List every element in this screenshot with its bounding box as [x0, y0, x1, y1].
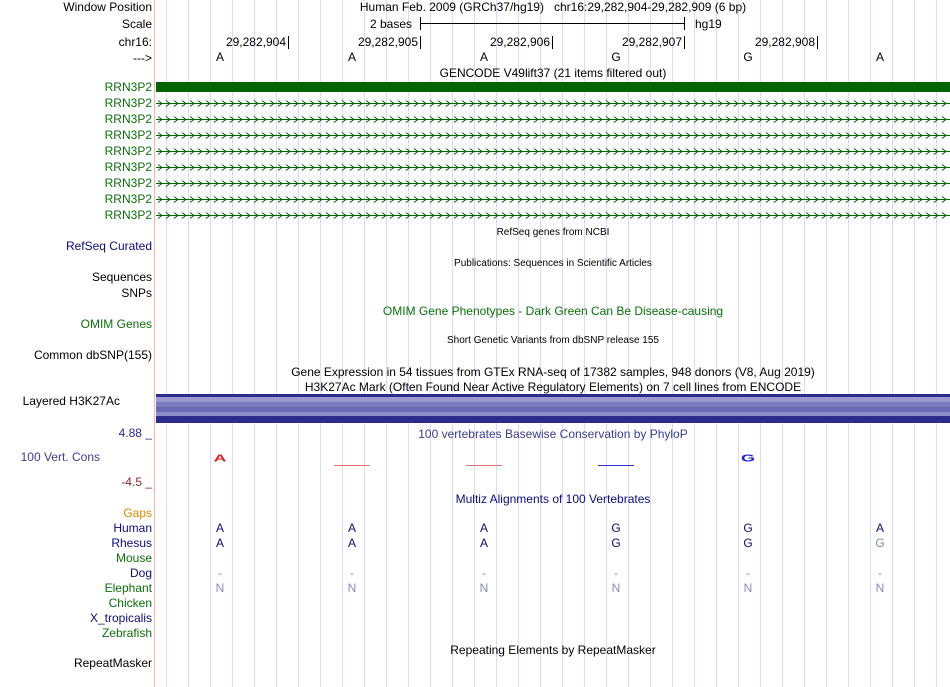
gencode-item-label[interactable]: RRN3P2: [104, 128, 152, 142]
transcript-arrow-row[interactable]: [156, 131, 950, 140]
gencode-item-label[interactable]: RRN3P2: [104, 80, 152, 94]
position-tick-label: 29,282,908: [754, 35, 815, 49]
position-tick: [288, 36, 289, 49]
base-letter: A: [479, 50, 488, 64]
alignment-base: -: [218, 566, 222, 580]
omim-track-label[interactable]: OMIM Genes: [80, 317, 152, 331]
scale-label: Scale: [121, 17, 152, 31]
alignment-base: G: [743, 536, 753, 550]
window-position-label: Window Position: [63, 0, 152, 14]
species-label[interactable]: Human: [113, 521, 152, 535]
transcript-arrow-row[interactable]: [156, 99, 950, 108]
species-label[interactable]: Dog: [129, 566, 152, 580]
alignment-base: -: [614, 566, 618, 580]
phylop-bar: [598, 465, 634, 466]
gencode-item-label[interactable]: RRN3P2: [104, 192, 152, 206]
gencode-track-title[interactable]: GENCODE V49lift37 (21 items filtered out): [439, 66, 667, 80]
position-tick: [552, 36, 553, 49]
scale-value: 2 bases: [370, 17, 413, 31]
dbsnp-track-label[interactable]: Common dbSNP(155): [33, 348, 152, 362]
sequences-track-label[interactable]: Sequences: [91, 270, 152, 284]
base-letter: G: [611, 50, 621, 64]
transcript-arrow-row[interactable]: [156, 147, 950, 156]
alignment-base: -: [878, 566, 882, 580]
transcript-arrow-row[interactable]: [156, 163, 950, 172]
position-tick-label: 29,282,907: [621, 35, 682, 49]
alignment-base: A: [215, 521, 224, 535]
alignment-base: A: [479, 521, 488, 535]
alignment-base: N: [215, 581, 225, 595]
alignment-base: N: [875, 581, 885, 595]
window-position-text[interactable]: Human Feb. 2009 (GRCh37/hg19) chr16:29,282,904-29,282,909 (6 bp): [359, 0, 747, 14]
species-label[interactable]: Chicken: [108, 596, 152, 610]
refseq-track-title[interactable]: RefSeq genes from NCBI: [496, 227, 610, 238]
repeatmasker-track-title[interactable]: Repeating Elements by RepeatMasker: [450, 643, 656, 657]
phylop-logo-letter: G: [740, 452, 755, 464]
snps-track-label[interactable]: SNPs: [121, 286, 152, 300]
base-letter: A: [347, 50, 356, 64]
refseq-track-label[interactable]: RefSeq Curated: [65, 239, 152, 253]
scale-bar-left-tick: [420, 17, 421, 30]
alignment-base: -: [482, 566, 486, 580]
label-separator: [154, 0, 155, 687]
chrom-label: chr16:: [118, 35, 152, 49]
alignment-base: G: [743, 521, 753, 535]
repeatmasker-track-label[interactable]: RepeatMasker: [73, 656, 152, 670]
position-tick-label: 29,282,905: [357, 35, 418, 49]
position-tick-label: 29,282,906: [489, 35, 550, 49]
gencode-item-label[interactable]: RRN3P2: [104, 112, 152, 126]
species-label[interactable]: Elephant: [104, 581, 152, 595]
dbsnp-track-title[interactable]: Short Genetic Variants from dbSNP release 155: [447, 335, 659, 346]
alignment-base: G: [611, 521, 621, 535]
gencode-item-label[interactable]: RRN3P2: [104, 208, 152, 222]
alignment-base: -: [350, 566, 354, 580]
scale-bar: [420, 23, 685, 24]
position-tick: [684, 36, 685, 49]
gencode-item-label[interactable]: RRN3P2: [104, 144, 152, 158]
phylop-min-label: -4.5 _: [121, 475, 152, 489]
alignment-base: A: [347, 536, 356, 550]
alignment-base: G: [611, 536, 621, 550]
alignment-base: G: [875, 536, 885, 550]
strand-label: --->: [133, 51, 152, 65]
gencode-gene-bar[interactable]: [156, 82, 950, 92]
multiz-track-title[interactable]: Multiz Alignments of 100 Vertebrates: [455, 492, 651, 506]
omim-track-title[interactable]: OMIM Gene Phenotypes - Dark Green Can Be Disease-causing: [382, 304, 724, 318]
position-tick: [817, 36, 818, 49]
transcript-arrow-row[interactable]: [156, 115, 950, 124]
alignment-base: A: [875, 521, 884, 535]
alignment-base: N: [743, 581, 753, 595]
scale-assembly: hg19: [695, 17, 722, 31]
species-label[interactable]: Mouse: [115, 551, 152, 565]
transcript-arrow-row[interactable]: [156, 211, 950, 220]
position-tick-label: 29,282,904: [225, 35, 286, 49]
species-label[interactable]: X_tropicalis: [89, 611, 152, 625]
alignment-base: N: [611, 581, 621, 595]
phylop-bar: [334, 465, 370, 466]
base-letter: A: [875, 50, 884, 64]
h3k27ac-signal[interactable]: [156, 394, 950, 423]
alignment-base: A: [479, 536, 488, 550]
alignment-base: N: [479, 581, 489, 595]
alignment-base: -: [746, 566, 750, 580]
position-tick: [420, 36, 421, 49]
phylop-track-title[interactable]: 100 vertebrates Basewise Conservation by PhyloP: [418, 427, 688, 441]
transcript-arrow-row[interactable]: [156, 195, 950, 204]
gtex-track-title[interactable]: Gene Expression in 54 tissues from GTEx RNA-seq of 17382 samples, 948 donors (V8, Aug 2019): [291, 365, 815, 379]
alignment-base: A: [347, 521, 356, 535]
transcript-arrow-row[interactable]: [156, 179, 950, 188]
gencode-item-label[interactable]: RRN3P2: [104, 160, 152, 174]
base-letter: G: [743, 50, 753, 64]
species-label[interactable]: Rhesus: [111, 536, 152, 550]
alignment-base: N: [347, 581, 357, 595]
scale-bar-right-tick: [684, 17, 685, 30]
phylop-logo-letter: A: [213, 452, 227, 464]
gencode-item-label[interactable]: RRN3P2: [104, 176, 152, 190]
phylop-max-label: 4.88 _: [118, 426, 152, 440]
h3k27ac-track-label[interactable]: Layered H3K27Ac: [22, 394, 120, 408]
h3k27ac-track-title[interactable]: H3K27Ac Mark (Often Found Near Active Regulatory Elements) on 7 cell lines from ENCODE: [304, 380, 802, 394]
base-letter: A: [215, 50, 224, 64]
gaps-label: Gaps: [123, 506, 152, 520]
phylop-track-label[interactable]: 100 Vert. Cons: [20, 450, 100, 464]
alignment-base: A: [215, 536, 224, 550]
publications-track-title[interactable]: Publications: Sequences in Scientific Articles: [454, 258, 652, 269]
gencode-item-label[interactable]: RRN3P2: [104, 96, 152, 110]
species-label[interactable]: Zebrafish: [101, 626, 152, 640]
phylop-bar: [466, 465, 502, 466]
